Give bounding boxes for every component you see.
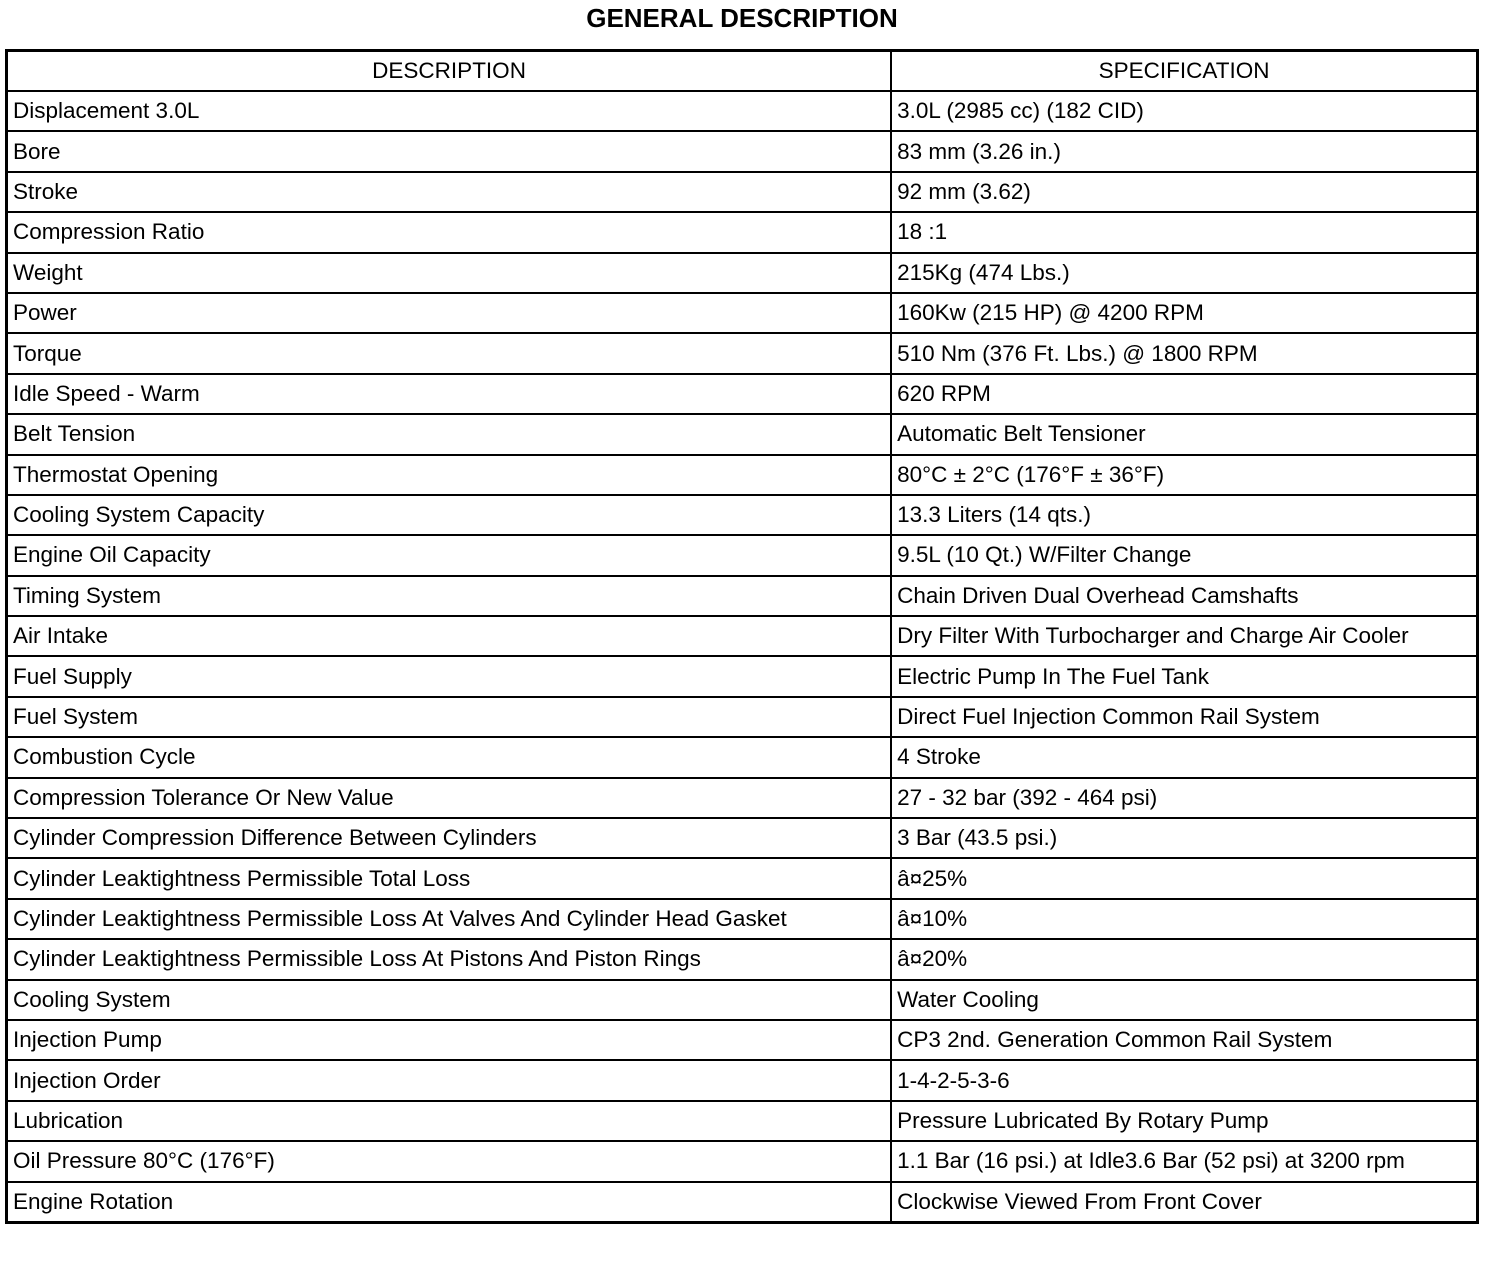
table-row: [7, 1101, 1478, 1141]
table-row: [7, 778, 1478, 818]
description-cell: Cylinder Leaktightness Permissible Loss At Valves And Cylinder Head Gasket: [7, 899, 892, 939]
description-cell: Engine Oil Capacity: [7, 535, 892, 575]
table-row: [7, 818, 1478, 858]
table-row: [7, 172, 1478, 212]
table-row: [7, 697, 1478, 737]
table-row: [7, 495, 1478, 535]
specification-cell: Electric Pump In The Fuel Tank: [891, 656, 1477, 696]
specification-cell: 215Kg (474 Lbs.): [891, 253, 1477, 293]
page-title: GENERAL DESCRIPTION: [586, 3, 898, 33]
description-cell: Fuel Supply: [7, 656, 892, 696]
specification-cell: 80°C ± 2°C (176°F ± 36°F): [891, 455, 1477, 495]
specification-cell: Clockwise Viewed From Front Cover: [891, 1182, 1477, 1223]
table-row: [7, 939, 1478, 979]
table-header-row: [7, 51, 1478, 92]
description-cell: Lubrication: [7, 1101, 892, 1141]
specification-cell: Chain Driven Dual Overhead Camshafts: [891, 576, 1477, 616]
specification-cell: CP3 2nd. Generation Common Rail System: [891, 1020, 1477, 1060]
specification-cell: 27 - 32 bar (392 - 464 psi): [891, 778, 1477, 818]
specification-cell: Water Cooling: [891, 980, 1477, 1020]
specification-cell: 83 mm (3.26 in.): [891, 131, 1477, 171]
description-cell: Injection Order: [7, 1060, 892, 1100]
specification-cell: 3.0L (2985 cc) (182 CID): [891, 91, 1477, 131]
description-cell: Power: [7, 293, 892, 333]
spec-table: [5, 49, 1479, 1224]
description-cell: Cylinder Leaktightness Permissible Total Loss: [7, 858, 892, 898]
description-cell: Injection Pump: [7, 1020, 892, 1060]
table-row: [7, 455, 1478, 495]
specification-cell: 92 mm (3.62): [891, 172, 1477, 212]
specification-cell: Pressure Lubricated By Rotary Pump: [891, 1101, 1477, 1141]
table-row: [7, 91, 1478, 131]
table-row: [7, 414, 1478, 454]
specification-cell: 1-4-2-5-3-6: [891, 1060, 1477, 1100]
description-cell: Cylinder Leaktightness Permissible Loss At Pistons And Piston Rings: [7, 939, 892, 979]
table-body: [7, 91, 1478, 1222]
specification-cell: 160Kw (215 HP) @ 4200 RPM: [891, 293, 1477, 333]
column-header-specification: SPECIFICATION: [891, 51, 1477, 92]
specification-cell: Direct Fuel Injection Common Rail System: [891, 697, 1477, 737]
description-cell: Thermostat Opening: [7, 455, 892, 495]
description-cell: Compression Tolerance Or New Value: [7, 778, 892, 818]
description-cell: Timing System: [7, 576, 892, 616]
description-cell: Weight: [7, 253, 892, 293]
description-cell: Cooling System Capacity: [7, 495, 892, 535]
table-row: [7, 1141, 1478, 1181]
description-cell: Compression Ratio: [7, 212, 892, 252]
specification-cell: 1.1 Bar (16 psi.) at Idle3.6 Bar (52 psi) at 3200 rpm: [891, 1141, 1477, 1181]
table-row: [7, 333, 1478, 373]
description-cell: Oil Pressure 80°C (176°F): [7, 1141, 892, 1181]
table-row: [7, 858, 1478, 898]
table-row: [7, 737, 1478, 777]
column-header-description: DESCRIPTION: [7, 51, 892, 92]
table-row: [7, 1020, 1478, 1060]
table-row: [7, 374, 1478, 414]
table-row: [7, 656, 1478, 696]
table-row: [7, 576, 1478, 616]
specification-cell: â¤20%: [891, 939, 1477, 979]
specification-cell: 620 RPM: [891, 374, 1477, 414]
table-row: [7, 293, 1478, 333]
table-row: [7, 212, 1478, 252]
description-cell: Displacement 3.0L: [7, 91, 892, 131]
table-row: [7, 131, 1478, 171]
table-row: [7, 535, 1478, 575]
description-cell: Cooling System: [7, 980, 892, 1020]
description-cell: Air Intake: [7, 616, 892, 656]
description-cell: Fuel System: [7, 697, 892, 737]
description-cell: Bore: [7, 131, 892, 171]
table-row: [7, 899, 1478, 939]
specification-cell: 3 Bar (43.5 psi.): [891, 818, 1477, 858]
table-row: [7, 616, 1478, 656]
specification-cell: Dry Filter With Turbocharger and Charge Air Cooler: [891, 616, 1477, 656]
specification-cell: 4 Stroke: [891, 737, 1477, 777]
description-cell: Belt Tension: [7, 414, 892, 454]
description-cell: Idle Speed - Warm: [7, 374, 892, 414]
specification-cell: 13.3 Liters (14 qts.): [891, 495, 1477, 535]
table-row: [7, 253, 1478, 293]
description-cell: Torque: [7, 333, 892, 373]
table-row: [7, 1060, 1478, 1100]
description-cell: Stroke: [7, 172, 892, 212]
description-cell: Combustion Cycle: [7, 737, 892, 777]
table-row: [7, 980, 1478, 1020]
specification-cell: 510 Nm (376 Ft. Lbs.) @ 1800 RPM: [891, 333, 1477, 373]
specification-cell: 9.5L (10 Qt.) W/Filter Change: [891, 535, 1477, 575]
specification-cell: Automatic Belt Tensioner: [891, 414, 1477, 454]
specification-cell: 18 :1: [891, 212, 1477, 252]
specification-cell: â¤25%: [891, 858, 1477, 898]
table-row: [7, 1182, 1478, 1223]
specification-cell: â¤10%: [891, 899, 1477, 939]
description-cell: Cylinder Compression Difference Between Cylinders: [7, 818, 892, 858]
description-cell: Engine Rotation: [7, 1182, 892, 1223]
